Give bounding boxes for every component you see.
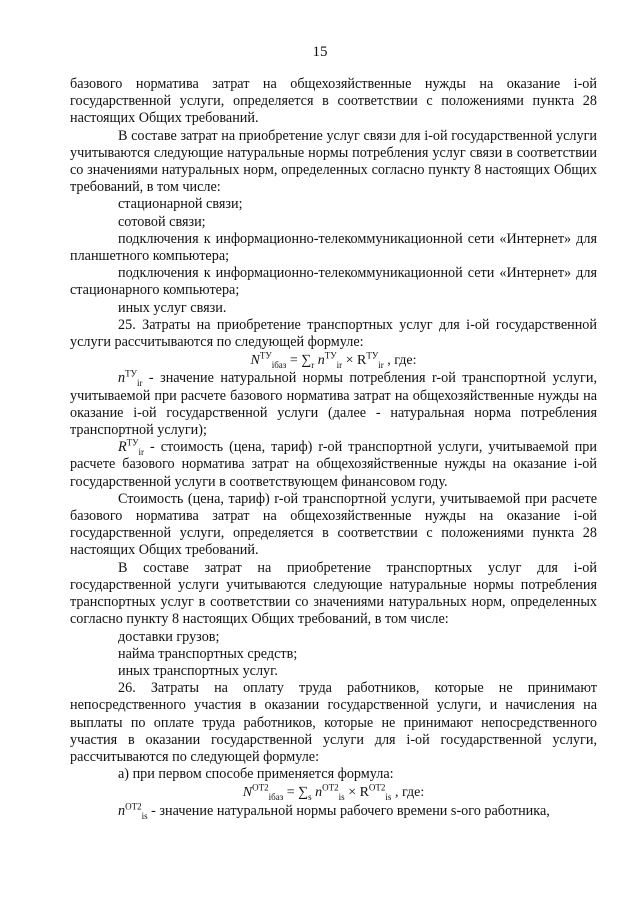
list-item: подключения к информационно-телекоммуникационной сети «Интернет» для планшетного компьютера; [70,230,597,265]
paragraph: В составе затрат на приобретение услуг связи для i-ой государственной услуги учитываются следующие натуральные нормы потребления услуг связи в соответствии со значениями натуральных норм, определенных согласно пункту 8 настоящих Общих требований, в том числе: [70,127,597,196]
list-item: доставки грузов; [118,628,220,645]
paragraph: 25. Затраты на приобретение транспортных услуг для i-ой государственной услуги рассчитываются по следующей формуле: [70,316,597,351]
definition-r-tu: $R^{ТУ}_{ir}$ - стоимость (цена, тариф) r-ой транспортной услуги, учитываемой при расчете базового норматива затрат на общехозяйственные нужды на оказание i-ой государственной услуги в соответствующем финансовом году. [70,437,597,490]
paragraph: а) при первом способе применяется формула: [118,766,394,783]
list-item: сотовой связи; [118,213,206,230]
paragraph: В составе затрат на приобретение транспортных услуг для i-ой государственной услуги учитываются следующие натуральные нормы потребления транспортных услуг в соответствии со значениями натуральных норм, определенных согласно пункту 8 настоящих Общих требований, в том числе: [70,559,597,628]
page-number: 15 [312,44,328,60]
list-item: подключения к информационно-телекоммуникационной сети «Интернет» для стационарного компьютера; [70,265,597,299]
list-item: иных транспортных услуг. [118,662,278,679]
formula-transport: $N^{ТУ}_{iбаз} = \sum_r$ $n^{ТУ}_{ir} \times R^{ТУ}_{ir}$ , где: [250,350,417,371]
list-item: найма транспортных средств; [118,645,298,662]
paragraph: 26. Затраты на оплату труда работников, которые не принимают непосредственного участия в оказании государственной услуги, и начисления на выплаты по оплате труда работников, которые не принимают непосредственного участия в оказании государственной услуги для i-ой государственной услуги, рассчитываются по следующей формуле: [70,680,597,765]
definition-n-tu: $n^{ТУ}_{ir}$ - значение натуральной нормы потребления r-ой транспортной услуги, учитываемой при расчете базового норматива затрат на общехозяйственные нужды на оказание i-ой государственной услуги (далее - натуральная норма потребления транспортной услуги); [70,368,597,439]
formula-labor: $N^{ОТ2}_{iбаз} = \sum_s$ $n^{ОТ2}_{is} \times R^{ОТ2}_{is}$ , где: [242,782,425,803]
paragraph: базового норматива затрат на общехозяйственные нужды на оказание i-ой государственной услуги, определяется в соответствии с положениями пункта 28 настоящих Общих требований. [70,76,597,127]
document-body [70,76,597,820]
list-item: стационарной связи; [118,196,243,213]
definition-n-ot2: $n^{ОТ2}_{is}$ - значение натуральной нормы рабочего времени s-ого работника, [118,800,550,821]
paragraph: Стоимость (цена, тариф) r-ой транспортной услуги, учитываемой при расчете базового норматива затрат на общехозяйственные нужды на оказание i-ой государственной услуги, определяется в соответствии с положениями пункта 28 настоящих Общих требований. [70,490,597,559]
list-item: иных услуг связи. [118,299,227,316]
